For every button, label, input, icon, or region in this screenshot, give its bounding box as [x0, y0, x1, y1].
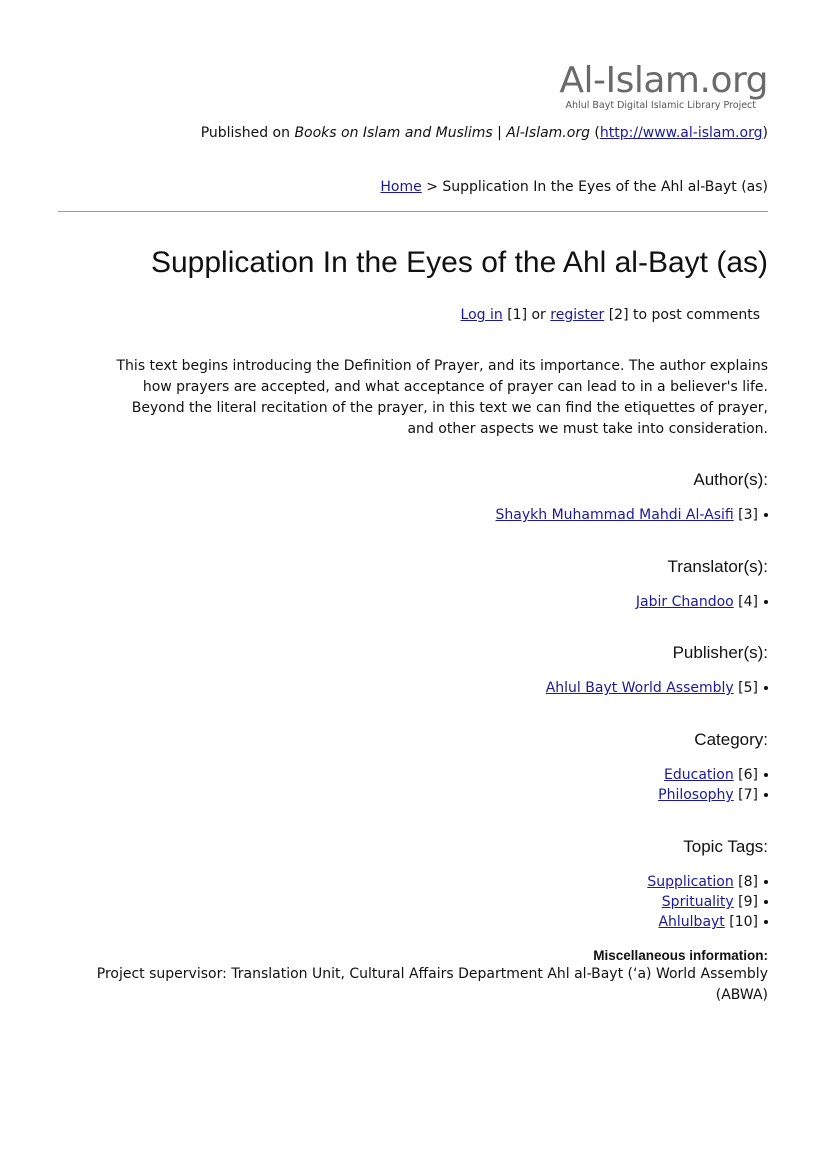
breadcrumb-separator: >: [421, 179, 443, 195]
bullet-icon: [764, 793, 768, 797]
site-name: Books on Islam and Muslims | Al-Islam.org: [294, 125, 590, 141]
list-item: [546, 678, 768, 698]
author-link[interactable]: Shaykh Muhammad Mahdi Al-Asifi: [495, 507, 734, 523]
list-item: [496, 505, 768, 525]
category-heading: Category:: [694, 730, 768, 749]
publishers-heading: Publisher(s):: [672, 643, 768, 662]
divider: [58, 211, 768, 212]
bullet-icon: [764, 900, 768, 904]
tag-ref: [9]: [733, 894, 758, 910]
bullet-icon: [764, 920, 768, 924]
category-link-philosophy[interactable]: Philosophy: [658, 787, 734, 803]
list-item: [647, 872, 768, 892]
list-item: [636, 592, 768, 612]
abstract-text: This text begins introducing the Definition of Prayer, and its importance. The author explains how prayers are accepted, and what acceptance of prayer can lead to in a believer's life. Beyond the literal recitation of the prayer, in this text we can find the etiquettes of prayer, and other aspects we must take into consideration.: [116, 358, 768, 437]
translator-ref: [4]: [733, 594, 758, 610]
logo-tagline: Ahlul Bayt Digital Islamic Library Project: [565, 100, 756, 111]
breadcrumb-home-link[interactable]: Home: [380, 179, 422, 195]
authors-section: [496, 470, 768, 525]
login-line: [461, 307, 760, 323]
tag-ref: [10]: [724, 914, 758, 930]
translators-heading: Translator(s):: [667, 557, 768, 576]
tag-link-ahlulbayt[interactable]: Ahlulbayt: [658, 914, 725, 930]
bullet-icon: [764, 513, 768, 517]
list-item: [658, 785, 768, 805]
tag-ref: [8]: [733, 874, 758, 890]
bullet-icon: [764, 880, 768, 884]
list-item: [647, 892, 768, 912]
translators-section: [636, 557, 768, 612]
misc-section: [88, 948, 768, 1006]
misc-heading: Miscellaneous information:: [593, 948, 768, 963]
register-ref: [2] to post comments: [604, 307, 760, 323]
breadcrumb: [380, 179, 768, 195]
bullet-icon: [764, 686, 768, 690]
publisher-link[interactable]: Ahlul Bayt World Assembly: [545, 680, 734, 696]
register-link[interactable]: register: [550, 307, 605, 323]
login-link[interactable]: Log in: [460, 307, 503, 323]
tag-link-supplication[interactable]: Supplication: [647, 874, 734, 890]
login-ref: [1] or: [502, 307, 551, 323]
page-title: Supplication In the Eyes of the Ahl al-Bayt (as): [150, 246, 768, 279]
list-item: [658, 765, 768, 785]
publishers-section: [546, 643, 768, 698]
author-ref: [3]: [733, 507, 758, 523]
category-link-education[interactable]: Education: [664, 767, 734, 783]
misc-text: Project supervisor: Translation Unit, Cultural Affairs Department Ahl al-Bayt (‘a) World Assembly (ABWA): [96, 966, 768, 1003]
breadcrumb-current: Supplication In the Eyes of the Ahl al-Bayt (as): [442, 179, 768, 195]
authors-heading: Author(s):: [693, 470, 768, 489]
site-logo[interactable]: [559, 62, 768, 111]
translator-link[interactable]: Jabir Chandoo: [635, 594, 734, 610]
published-line: [201, 125, 768, 141]
category-ref: [7]: [733, 787, 758, 803]
topic-tags-heading: Topic Tags:: [683, 837, 768, 856]
tag-link-spirituality[interactable]: Sprituality: [661, 894, 734, 910]
site-url-link[interactable]: http://www.al-islam.org: [599, 125, 763, 141]
logo-text: Al-Islam.org: [559, 60, 768, 101]
published-prefix: Published on: [200, 125, 295, 141]
bullet-icon: [764, 600, 768, 604]
paren-open: (: [589, 125, 600, 141]
bullet-icon: [764, 773, 768, 777]
category-ref: [6]: [733, 767, 758, 783]
category-section: [658, 730, 768, 805]
topic-tags-section: [647, 837, 768, 932]
publisher-ref: [5]: [733, 680, 758, 696]
paren-close: ): [762, 125, 768, 141]
list-item: [647, 912, 768, 932]
